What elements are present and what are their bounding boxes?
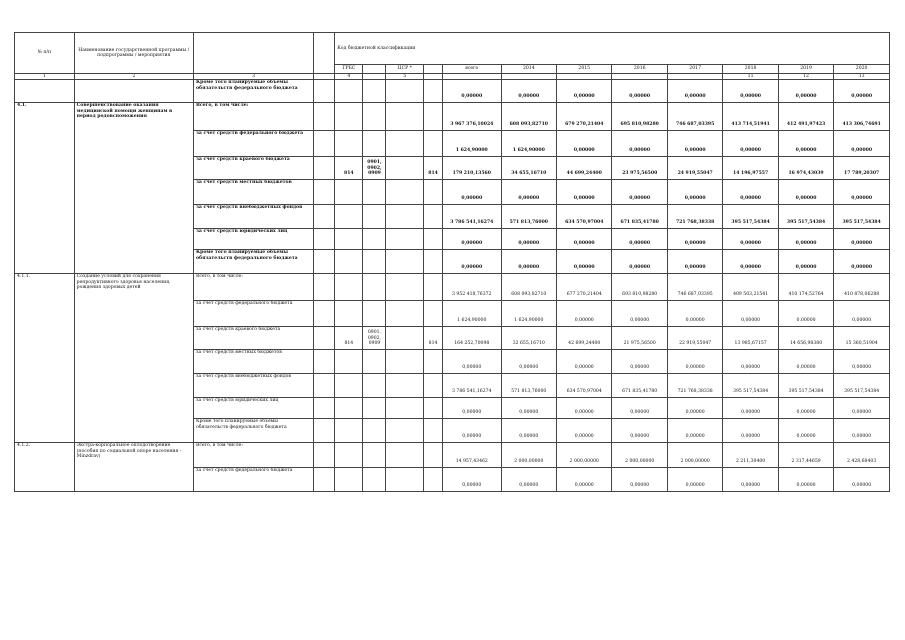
amount-cell: 1 624,90000 (501, 301, 556, 327)
amount-cell: 2 428,68403 (834, 443, 890, 468)
amount-cell: 0,00000 (723, 350, 778, 374)
vr-code (424, 443, 443, 468)
amount-cell: 0,00000 (834, 229, 890, 250)
amount-cell: 0,00000 (612, 419, 667, 443)
row-name: Создание условий для сохранения репродуктивного здоровья населения, рождения здоровых детей (74, 274, 193, 443)
column-number: 1 (15, 74, 75, 80)
vr-code: 814 (424, 157, 443, 180)
amount-cell: 24 919,55047 (667, 157, 722, 180)
amount-cell: 0,00000 (834, 301, 890, 327)
amount-cell: 0,00000 (723, 229, 778, 250)
row-name: Экстра-корпоральное оплодотворение (пособия по социальной опоре населения - Minzdrav) (74, 443, 193, 492)
funding-source: за счет средств федерального бюджета (193, 301, 313, 327)
amount-cell: 0,00000 (557, 398, 612, 419)
table-row (15, 443, 890, 468)
amount-cell: 2 317,44659 (778, 443, 833, 468)
amount-cell: 2 000,00000 (557, 443, 612, 468)
grbs-code (335, 398, 363, 419)
amount-cell: 3 952 418,76372 (442, 274, 501, 301)
rzpr-code (363, 301, 386, 327)
csr-code (386, 350, 424, 374)
rzpr-code (363, 180, 386, 205)
amount-cell: 2 000,00000 (667, 443, 722, 468)
amount-cell: 0,00000 (834, 398, 890, 419)
table-row (15, 103, 890, 131)
vr-code (424, 374, 443, 398)
amount-cell: 1 624,90000 (442, 301, 501, 327)
amount-cell: 34 655,16710 (501, 157, 556, 180)
amount-cell: 571 813,76000 (501, 374, 556, 398)
amount-cell: 0,00000 (612, 398, 667, 419)
amount-cell: 0,00000 (778, 250, 833, 274)
header-year-2017: 2017 (667, 65, 722, 74)
amount-cell: 0,00000 (612, 350, 667, 374)
funding-source: Кроме того планируемые объемы обязательств федерального бюджета (193, 419, 313, 443)
amount-cell: 0,00000 (501, 180, 556, 205)
vr-code (424, 301, 443, 327)
vr-code (424, 103, 443, 131)
spacer-cell (314, 157, 335, 180)
grbs-code: 814 (335, 157, 363, 180)
amount-cell: 0,00000 (501, 398, 556, 419)
header-year-2019: 2019 (778, 65, 833, 74)
amount-cell: 0,00000 (501, 80, 556, 103)
amount-cell: 3 786 541,16274 (442, 205, 501, 229)
csr-code (386, 274, 424, 301)
header-vr (424, 65, 443, 74)
spacer-cell (314, 180, 335, 205)
amount-cell: 23 975,56500 (612, 157, 667, 180)
funding-source: Кроме того планируемые объемы обязательств федерального бюджета (193, 250, 313, 274)
spacer-cell (314, 205, 335, 229)
amount-cell: 0,00000 (778, 468, 833, 492)
amount-cell: 0,00000 (834, 350, 890, 374)
amount-cell: 0,00000 (778, 419, 833, 443)
amount-cell: 608 093,82710 (501, 274, 556, 301)
table-row (15, 80, 890, 103)
amount-cell: 0,00000 (723, 80, 778, 103)
amount-cell: 0,00000 (723, 180, 778, 205)
amount-cell: 0,00000 (834, 468, 890, 492)
budget-table (14, 32, 890, 492)
funding-source: за счет средств внебюджетных фондов (193, 374, 313, 398)
amount-cell: 395 517,54384 (778, 374, 833, 398)
amount-cell: 395 517,54384 (723, 374, 778, 398)
vr-code (424, 80, 443, 103)
header-spacer (314, 33, 335, 74)
rzpr-code (363, 274, 386, 301)
amount-cell: 2 000,00000 (612, 443, 667, 468)
amount-cell: 695 810,98280 (612, 103, 667, 131)
amount-cell: 410 878,06288 (834, 274, 890, 301)
amount-cell: 0,00000 (778, 398, 833, 419)
amount-cell: 671 835,41780 (612, 374, 667, 398)
amount-cell: 413 306,74691 (834, 103, 890, 131)
rzpr-code (363, 80, 386, 103)
amount-cell: 0,00000 (834, 80, 890, 103)
funding-source: за счет средств краевого бюджета (193, 157, 313, 180)
amount-cell: 16 974,43039 (778, 157, 833, 180)
funding-source: за счет средств юридических лиц (193, 229, 313, 250)
funding-source: за счет средств федерального бюджета (193, 131, 313, 157)
grbs-code: 814 (335, 327, 363, 350)
amount-cell: 14 656,98380 (778, 327, 833, 350)
amount-cell: 693 810,98280 (612, 274, 667, 301)
amount-cell: 2 000,00000 (501, 443, 556, 468)
csr-code (386, 374, 424, 398)
table-body (15, 33, 890, 492)
header-num: № п/п (15, 33, 75, 74)
grbs-code (335, 103, 363, 131)
vr-code (424, 274, 443, 301)
csr-code (386, 80, 424, 103)
amount-cell: 0,00000 (557, 80, 612, 103)
amount-cell: 0,00000 (442, 180, 501, 205)
csr-code (386, 180, 424, 205)
header-year-2020: 2020 (834, 65, 890, 74)
amount-cell: 721 768,38338 (667, 374, 722, 398)
rzpr-code (363, 419, 386, 443)
amount-cell: 0,00000 (612, 180, 667, 205)
vr-code (424, 350, 443, 374)
amount-cell: 14 957,43462 (442, 443, 501, 468)
rzpr-code (363, 205, 386, 229)
row-number: 4.1.1. (15, 274, 75, 443)
header-year-2014: 2014 (501, 65, 556, 74)
amount-cell: 0,00000 (501, 350, 556, 374)
amount-cell: 0,00000 (667, 419, 722, 443)
header-year-2016: 2016 (612, 65, 667, 74)
amount-cell: 0,00000 (778, 180, 833, 205)
column-number: 13 (834, 74, 890, 80)
amount-cell: 14 196,97557 (723, 157, 778, 180)
amount-cell: 0,00000 (723, 398, 778, 419)
amount-cell: 395 517,54384 (834, 205, 890, 229)
amount-cell: 0,00000 (667, 131, 722, 157)
rzpr-code (363, 443, 386, 468)
rzpr-code: 0901, 0902, 0909 (363, 157, 386, 180)
grbs-code (335, 350, 363, 374)
amount-cell: 0,00000 (442, 229, 501, 250)
csr-code (386, 157, 424, 180)
csr-code (386, 468, 424, 492)
vr-code: 814 (424, 327, 443, 350)
amount-cell: 413 714,51941 (723, 103, 778, 131)
vr-code (424, 131, 443, 157)
spacer-cell (314, 419, 335, 443)
amount-cell: 395 517,54384 (723, 205, 778, 229)
header-budget-code: Код бюджетной классификации (335, 33, 890, 65)
vr-code (424, 205, 443, 229)
grbs-code (335, 80, 363, 103)
spacer-cell (314, 374, 335, 398)
table-row (15, 274, 890, 301)
amount-cell: 32 655,16710 (501, 327, 556, 350)
amount-cell: 395 517,54384 (778, 205, 833, 229)
column-number: 11 (723, 74, 778, 80)
vr-code (424, 419, 443, 443)
amount-cell: 0,00000 (442, 80, 501, 103)
spacer-cell (314, 468, 335, 492)
csr-code (386, 398, 424, 419)
amount-cell: 15 360,51904 (834, 327, 890, 350)
csr-code (386, 327, 424, 350)
amount-cell: 13 985,67157 (723, 327, 778, 350)
row-number (15, 80, 75, 103)
amount-cell: 0,00000 (723, 131, 778, 157)
funding-source: за счет средств краевого бюджета (193, 327, 313, 350)
csr-code (386, 419, 424, 443)
amount-cell: 0,00000 (442, 419, 501, 443)
amount-cell: 164 252,70098 (442, 327, 501, 350)
header-funding (193, 33, 313, 74)
column-number: 12 (778, 74, 833, 80)
header-row-top (15, 33, 890, 65)
amount-cell: 0,00000 (778, 350, 833, 374)
amount-cell: 410 174,52764 (778, 274, 833, 301)
row-name: Совершенствование оказания медицинской помощи женщинам в период родовспоможения (74, 103, 193, 274)
header-grbs: ГРБС (335, 65, 363, 74)
amount-cell: 0,00000 (612, 80, 667, 103)
amount-cell: 0,00000 (834, 419, 890, 443)
vr-code (424, 180, 443, 205)
amount-cell: 0,00000 (612, 229, 667, 250)
budget-table-sheet (14, 32, 890, 492)
spacer-cell (314, 131, 335, 157)
amount-cell: 0,00000 (612, 250, 667, 274)
funding-source: за счет средств федерального бюджета (193, 468, 313, 492)
spacer-cell (314, 250, 335, 274)
spacer-cell (314, 103, 335, 131)
amount-cell: 0,00000 (612, 131, 667, 157)
amount-cell: 3 967 376,10024 (442, 103, 501, 131)
amount-cell: 0,00000 (834, 180, 890, 205)
spacer-cell (314, 350, 335, 374)
amount-cell: 0,00000 (667, 350, 722, 374)
csr-code (386, 443, 424, 468)
csr-code (386, 301, 424, 327)
amount-cell: 44 699,24400 (557, 157, 612, 180)
grbs-code (335, 250, 363, 274)
amount-cell: 1 624,90000 (442, 131, 501, 157)
rzpr-code (363, 350, 386, 374)
amount-cell: 571 813,76000 (501, 205, 556, 229)
amount-cell: 671 835,41780 (612, 205, 667, 229)
amount-cell: 0,00000 (557, 350, 612, 374)
amount-cell: 0,00000 (778, 131, 833, 157)
amount-cell: 179 210,13560 (442, 157, 501, 180)
grbs-code (335, 131, 363, 157)
amount-cell: 0,00000 (442, 398, 501, 419)
grbs-code (335, 205, 363, 229)
amount-cell: 608 093,82710 (501, 103, 556, 131)
amount-cell: 0,00000 (501, 229, 556, 250)
amount-cell: 0,00000 (723, 301, 778, 327)
amount-cell: 409 503,21541 (723, 274, 778, 301)
amount-cell: 0,00000 (667, 80, 722, 103)
amount-cell: 0,00000 (723, 419, 778, 443)
spacer-cell (314, 274, 335, 301)
amount-cell: 0,00000 (778, 80, 833, 103)
column-number: 4 (335, 74, 363, 80)
amount-cell: 0,00000 (557, 468, 612, 492)
grbs-code (335, 374, 363, 398)
amount-cell: 0,00000 (834, 131, 890, 157)
amount-cell: 0,00000 (834, 250, 890, 274)
amount-cell: 0,00000 (612, 301, 667, 327)
vr-code (424, 468, 443, 492)
amount-cell: 0,00000 (667, 468, 722, 492)
amount-cell: 1 624,90000 (501, 131, 556, 157)
csr-code (386, 131, 424, 157)
rzpr-code (363, 103, 386, 131)
amount-cell: 746 687,03395 (667, 274, 722, 301)
amount-cell: 21 975,56500 (612, 327, 667, 350)
amount-cell: 0,00000 (667, 398, 722, 419)
amount-cell: 0,00000 (557, 131, 612, 157)
spacer-cell (314, 80, 335, 103)
spacer-cell (314, 443, 335, 468)
funding-source: Всего, в том числе: (193, 443, 313, 468)
amount-cell: 0,00000 (612, 468, 667, 492)
amount-cell: 0,00000 (557, 180, 612, 205)
grbs-code (335, 443, 363, 468)
rzpr-code (363, 131, 386, 157)
amount-cell: 395 517,54384 (834, 374, 890, 398)
amount-cell: 0,00000 (667, 229, 722, 250)
header-year-2018: 2018 (723, 65, 778, 74)
rzpr-code: 0901, 0902, 0909 (363, 327, 386, 350)
amount-cell: 0,00000 (667, 250, 722, 274)
amount-cell: 2 211,30400 (723, 443, 778, 468)
amount-cell: 0,00000 (778, 229, 833, 250)
amount-cell: 634 570,97004 (557, 205, 612, 229)
amount-cell: 0,00000 (723, 250, 778, 274)
amount-cell: 0,00000 (557, 419, 612, 443)
amount-cell: 0,00000 (442, 350, 501, 374)
amount-cell: 0,00000 (723, 468, 778, 492)
csr-code (386, 250, 424, 274)
funding-source: за счет средств внебюджетных фондов (193, 205, 313, 229)
rzpr-code (363, 229, 386, 250)
spacer-cell (314, 398, 335, 419)
amount-cell: 0,00000 (442, 250, 501, 274)
amount-cell: 746 687,03395 (667, 103, 722, 131)
header-rzpr (363, 65, 386, 74)
amount-cell: 0,00000 (501, 468, 556, 492)
rzpr-code (363, 468, 386, 492)
csr-code (386, 103, 424, 131)
csr-code (386, 229, 424, 250)
vr-code (424, 250, 443, 274)
grbs-code (335, 229, 363, 250)
vr-code (424, 398, 443, 419)
row-name (74, 80, 193, 103)
amount-cell: 0,00000 (667, 180, 722, 205)
amount-cell: 0,00000 (501, 250, 556, 274)
amount-cell: 677 270,21404 (557, 274, 612, 301)
funding-source: Всего, в том числе: (193, 274, 313, 301)
funding-source: за счет средств местных бюджетов (193, 350, 313, 374)
amount-cell: 17 789,20307 (834, 157, 890, 180)
amount-cell: 634 570,97004 (557, 374, 612, 398)
funding-source: Кроме того планируемые объемы обязательств федерального бюджета (193, 80, 313, 103)
column-number: 5 (386, 74, 424, 80)
amount-cell: 0,00000 (557, 301, 612, 327)
header-csr: ЦСР * (386, 65, 424, 74)
amount-cell: 22 919,55047 (667, 327, 722, 350)
amount-cell: 679 270,21404 (557, 103, 612, 131)
amount-cell: 0,00000 (557, 250, 612, 274)
grbs-code (335, 180, 363, 205)
grbs-code (335, 468, 363, 492)
spacer-cell (314, 327, 335, 350)
grbs-code (335, 419, 363, 443)
amount-cell: 0,00000 (442, 468, 501, 492)
funding-source: за счет средств юридических лиц (193, 398, 313, 419)
spacer-cell (314, 301, 335, 327)
header-name: Наименование государственной программы / подпрограммы / мероприятия (74, 33, 193, 74)
header-year-2015: 2015 (557, 65, 612, 74)
vr-code (424, 229, 443, 250)
spacer-cell (314, 229, 335, 250)
row-number: 4.1.2. (15, 443, 75, 492)
grbs-code (335, 274, 363, 301)
funding-source: Всего, в том числе: (193, 103, 313, 131)
column-number: 2 (74, 74, 193, 80)
funding-source: за счет средств местных бюджетов (193, 180, 313, 205)
amount-cell: 0,00000 (501, 419, 556, 443)
amount-cell: 0,00000 (557, 229, 612, 250)
rzpr-code (363, 374, 386, 398)
header-year-total: всего (442, 65, 501, 74)
column-number: 3 (193, 74, 313, 80)
amount-cell: 42 699,24400 (557, 327, 612, 350)
rzpr-code (363, 398, 386, 419)
amount-cell: 412 491,97423 (778, 103, 833, 131)
csr-code (386, 205, 424, 229)
rzpr-code (363, 250, 386, 274)
grbs-code (335, 301, 363, 327)
row-number: 4.1. (15, 103, 75, 274)
amount-cell: 0,00000 (667, 301, 722, 327)
amount-cell: 721 768,38338 (667, 205, 722, 229)
amount-cell: 0,00000 (778, 301, 833, 327)
amount-cell: 3 786 541,16274 (442, 374, 501, 398)
